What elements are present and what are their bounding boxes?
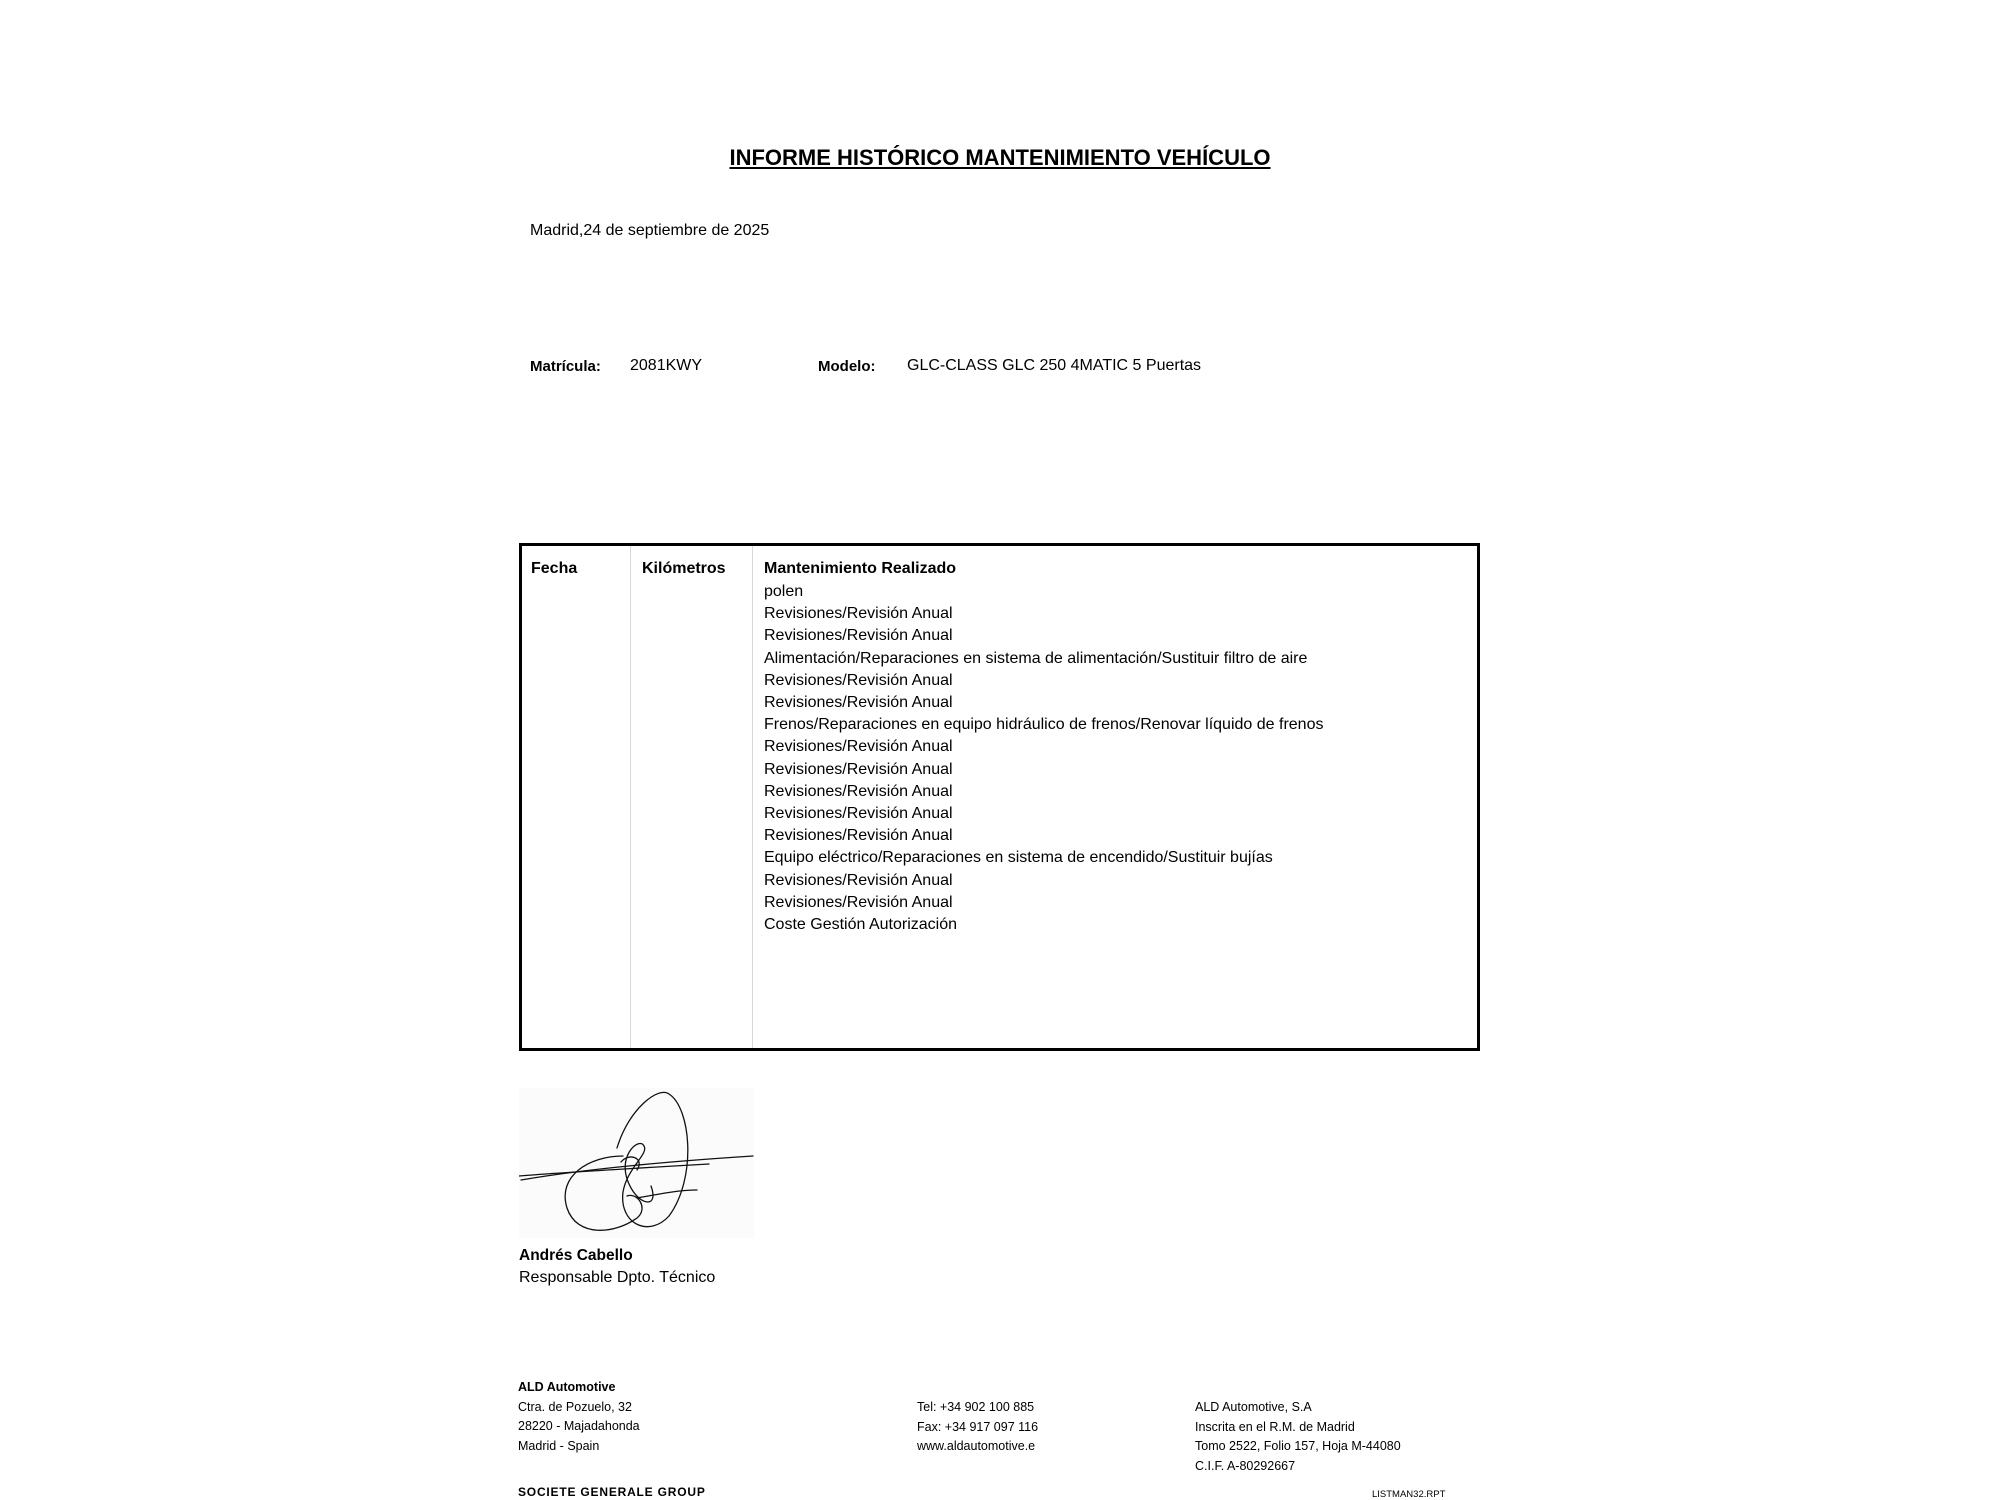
model-label: Modelo: <box>818 358 876 375</box>
table-row: Revisiones/Revisión Anual <box>764 782 953 800</box>
report-title: INFORME HISTÓRICO MANTENIMIENTO VEHÍCULO <box>729 145 1271 170</box>
table-row: Revisiones/Revisión Anual <box>764 738 953 756</box>
header-mantenimiento: Mantenimiento Realizado <box>764 560 957 577</box>
footer-contact <box>917 1398 1038 1457</box>
table-row: Frenos/Reparaciones en equipo hidráulico de frenos/Renovar líquido de frenos <box>764 716 1324 734</box>
signer-name: Andrés Cabello <box>519 1247 633 1264</box>
table-row: Revisiones/Revisión Anual <box>764 871 953 889</box>
table-row: Coste Gestión Autorización <box>764 916 957 934</box>
column-divider <box>752 546 753 1048</box>
footer-address-line: Ctra. de Pozuelo, 32 <box>518 1399 632 1414</box>
footer-legal-line: Tomo 2522, Folio 157, Hoja M-44080 <box>1195 1439 1401 1453</box>
group-name: SOCIETE GENERALE GROUP <box>518 1485 706 1499</box>
report-date: 24 de septiembre de 2025 <box>583 222 770 239</box>
table-row: Revisiones/Revisión Anual <box>764 671 953 689</box>
footer-address-line: Madrid - Spain <box>518 1438 600 1453</box>
table-row: Revisiones/Revisión Anual <box>764 760 953 778</box>
column-divider <box>630 546 631 1048</box>
report-code: LISTMAN32.RPT <box>1372 1489 1446 1500</box>
table-row: Revisiones/Revisión Anual <box>764 694 953 712</box>
table-row: Revisiones/Revisión Anual <box>764 893 953 911</box>
report-place: Madrid, <box>530 222 584 239</box>
plate-label: Matrícula: <box>530 358 601 375</box>
table-row: Revisiones/Revisión Anual <box>764 805 953 823</box>
model-value: GLC-CLASS GLC 250 4MATIC 5 Puertas <box>907 357 1202 374</box>
footer-legal <box>1195 1398 1401 1476</box>
footer-company: ALD Automotive <box>518 1380 616 1394</box>
table-row: polen <box>764 583 804 600</box>
footer-phone: Tel: +34 902 100 885 <box>917 1400 1035 1414</box>
maintenance-table <box>519 543 1480 1051</box>
footer-website: www.aldautomotive.e <box>917 1439 1036 1453</box>
table-row: Equipo eléctrico/Reparaciones en sistema de encendido/Sustituir bujías <box>764 849 1273 867</box>
signer-role: Responsable Dpto. Técnico <box>519 1269 716 1286</box>
footer-fax: Fax: +34 917 097 116 <box>917 1419 1039 1434</box>
table-row: Revisiones/Revisión Anual <box>764 827 953 845</box>
table-row: Revisiones/Revisión Anual <box>764 605 953 623</box>
footer-address-line: 28220 - Majadahonda <box>518 1419 640 1433</box>
footer-legal-line: Inscrita en el R.M. de Madrid <box>1195 1419 1355 1434</box>
footer-address <box>518 1378 640 1456</box>
header-kilometros: Kilómetros <box>642 560 726 577</box>
footer-legal-line: ALD Automotive, S.A <box>1195 1400 1312 1414</box>
signature-scribble <box>519 1088 754 1238</box>
maintenance-list <box>764 581 1323 936</box>
table-row: Alimentación/Reparaciones en sistema de alimentación/Sustituir filtro de aire <box>764 649 1308 667</box>
plate-value: 2081KWY <box>630 357 703 374</box>
report-date-line <box>530 222 769 240</box>
signature-image <box>519 1088 754 1238</box>
table-row: Revisiones/Revisión Anual <box>764 627 953 645</box>
footer-legal-line: C.I.F. A-80292667 <box>1195 1458 1296 1473</box>
header-fecha: Fecha <box>531 560 578 577</box>
